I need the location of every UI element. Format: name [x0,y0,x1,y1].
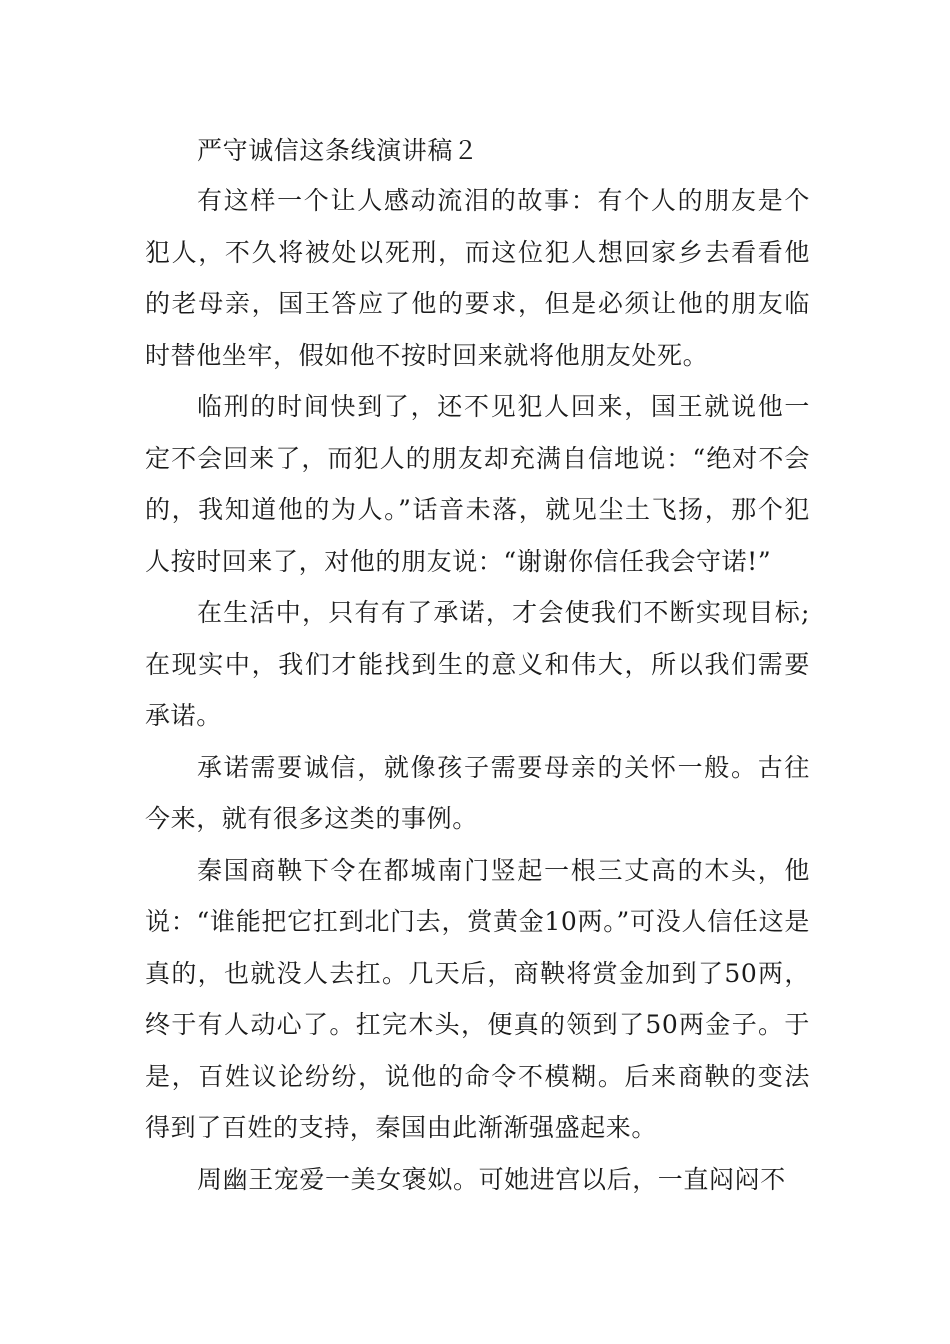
paragraph-king-you: 周幽王宠爱一美女褒姒。可她进宫以后，一直闷闷不 [197,1164,786,1194]
paragraph-promise-needs-honesty: 承诺需要诚信，就像孩子需要母亲的关怀一般。古往今来，就有很多这类的事例。 [145,752,810,833]
paragraph-life-promise: 在生活中，只有有了承诺，才会使我们不断实现目标;在现实中，我们才能找到生的意义和伟大，所以我们需要承诺。 [145,598,810,730]
paragraph-shang-yang: 秦国商鞅下令在都城南门竖起一根三丈高的木头，他说：“谁能把它扛到北门去，赏黄金10两。”可没人信任这是真的，也就没人去扛。几天后，商鞅将赏金加到了50两，终于有人动心了。扛完木头，便真的领到了50两金子。于是，百姓议论纷纷，说他的命令不模糊。后来商鞅的变法得到了百姓的支持，秦国由此渐渐强盛起来。 [145,855,810,1142]
paragraph-execution-day: 临刑的时间快到了，还不见犯人回来，国王就说他一定不会回来了，而犯人的朋友却充满自信地说：“绝对不会的，我知道他的为人。”话音未落，就见尘土飞扬，那个犯人按时回来了，对他的朋友说：“谢谢你信任我会守诺!” [145,392,810,576]
paragraph-story-intro: 有这样一个让人感动流泪的故事：有个人的朋友是个犯人，不久将被处以死刑，而这位犯人想回家乡去看看他的老母亲，国王答应了他的要求，但是必须让他的朋友临时替他坐牢，假如他不按时回来就将他朋友处死。 [145,186,810,370]
document-body [145,127,810,1205]
document-title: 严守诚信这条线演讲稿２ [197,136,479,165]
